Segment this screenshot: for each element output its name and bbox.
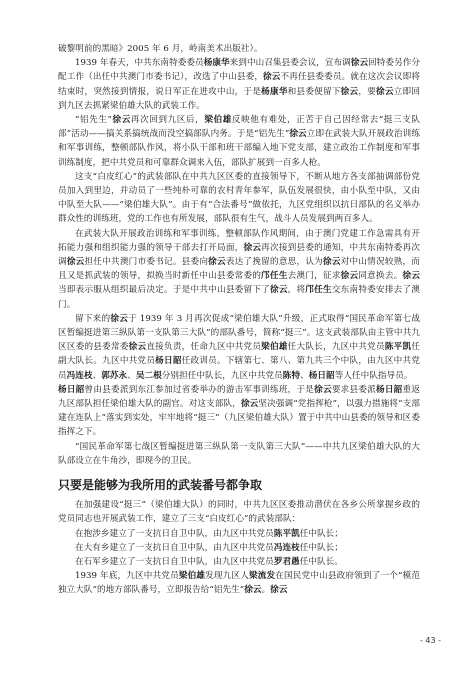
bold-name: 梁流发 <box>248 571 276 582</box>
text-run: 不再任县委委员。就在这次会议即将结束时，突然接到情报，说日军正在进攻中山，于是 <box>58 72 420 97</box>
bold-name: 徐云 <box>263 72 281 83</box>
text-run: 回特委另作分配工作（出任中共澳门市委书记），改选了中山县委， <box>58 58 421 83</box>
text-run: 同意换去。 <box>358 271 403 282</box>
text-run: 在石军乡建立了一支抗日自卫中队，由九区中共党员 <box>75 556 274 567</box>
text-run: “国民革命军第七战区暂编挺进第三纵队第一支队第三大队”——中共九区梁伯雄大队的大队部设立在牛角沙，即现今的卫民。 <box>58 441 420 466</box>
bold-name: 徐云 <box>376 86 394 97</box>
body-text <box>58 42 420 468</box>
bold-name: 杨日韶 <box>58 384 85 395</box>
bold-name: 徐云 <box>402 271 420 282</box>
text-run: 对中山情况较熟，而且又是抓武装的领导，拟换当时新任中山县委常委的 <box>58 257 420 282</box>
bold-name: 陈平凯 <box>384 342 412 353</box>
text-run: 要求县委派 <box>331 384 376 395</box>
text-run: 担任中共澳门市委书记。县委向 <box>84 257 209 268</box>
paragraph <box>58 527 420 541</box>
bold-name: 徐云 <box>110 313 129 324</box>
text-run: 直接负责，任命九区中共党员 <box>146 342 262 353</box>
text-run: 于 1939 年 3 月再次促成“梁伯雄大队”升级，正式取得“国民革命军第七战区暂编挺进第三纵队第一支队第三大队”的部队番号，简称“挺三”。这支武装部队由主管中共九区区委的县委常委 <box>58 313 420 353</box>
text-run: 这支“白皮红心”的武装部队在中共九区区委的直接领导下，不断从地方各支部抽调部份党员加入到里边，并动员了一些纯朴可靠的农村青年参军，队伍发展很快，由小队至中队，又由中队至大队——“梁伯雄大队”。由于有“合法番号”做依托，九区党组织以抗日部队的名义举办群众性的训练班，党的工作也有所发展，部队很有生气，战斗人员发展到两百多人。 <box>58 171 420 225</box>
paragraph <box>58 383 420 440</box>
text-run: 和县委便留下 <box>287 86 341 97</box>
paragraph <box>58 498 420 526</box>
section-body-text <box>58 498 420 597</box>
text-run: 1939 年底，九区中共党员 <box>75 571 179 582</box>
bold-name: 徐云 <box>270 285 288 296</box>
bold-name: 徐云 <box>240 399 259 410</box>
paragraph <box>58 42 420 56</box>
text-run: 重返九区部队担任梁伯雄大队的副官。对这支部队， <box>58 384 420 410</box>
text-run: 当即表示服从组织最后决定。于是中共中山县委留下了 <box>58 285 270 296</box>
bold-name: 梁伯雄 <box>204 115 232 126</box>
bold-name: 徐云 <box>111 115 131 126</box>
bold-name: 梁伯雄 <box>178 571 206 582</box>
text-run: 任副大队长。九区中共党员 <box>58 342 420 367</box>
text-run: 任大队长，九区中共党员 <box>287 342 385 353</box>
bold-name: 罗君愚 <box>273 556 300 567</box>
text-run: “铝先生” <box>75 115 112 126</box>
bold-name: 徐云 <box>244 585 262 596</box>
bold-name: 徐云 <box>340 86 359 97</box>
text-run: 在武装大队开展政治训练和军事训练，整顿部队作风期间，由于澳门党建工作急需具有开拓能力强和组织能力强的领导干部去打开局面， <box>58 228 420 253</box>
bold-name: 徐云 <box>350 58 369 69</box>
text-run: 任中队长； <box>299 542 343 553</box>
text-run: 在国民党中山县政府领到了一个“模范独立大队”的地方部队番号，立即报告给“铝先生” <box>58 571 420 596</box>
text-run: 发现九区人 <box>205 571 249 582</box>
section-heading: 只要是能够为我所用的武装番号都争取 <box>58 478 263 493</box>
text-run: 留下来的 <box>75 313 111 324</box>
text-run: 在加强建设“挺三”（梁伯雄大队）的同时，中共九区区委推动潜伏在各乡公所掌握乡政的党员同志也开展武装工作，建立了三支“白皮红心”的武装部队： <box>58 500 420 525</box>
bold-name: 冯连枝 <box>273 542 300 553</box>
paragraph <box>58 555 420 569</box>
text-run: 再次回到九区后， <box>130 115 205 126</box>
paragraph <box>58 113 420 170</box>
text-run: 立即在武装大队开展政治训练和军事训练，整顿部队作风，将小队干部和班干部编入地下党支部，建立政治工作制度和军事训练制度，把中共党员和可靠群众调来入伍，部队扩展到一百多人枪。 <box>58 129 420 168</box>
paragraph <box>58 312 420 383</box>
text-run: 、 <box>127 370 136 381</box>
text-run: 。 <box>261 585 271 596</box>
text-run: 立即回到九区去抓紧梁伯雄大队的武装工作。 <box>58 86 420 111</box>
text-run: 、 <box>92 370 102 381</box>
text-run: 任中队长； <box>299 528 343 539</box>
text-run: ，将 <box>287 285 306 296</box>
bold-name: 杨日韶 <box>376 384 403 395</box>
text-run: 在大有乡建立了一支抗日自卫中队，由九区中共党员 <box>75 542 274 553</box>
bold-name: 邝任生 <box>261 271 288 282</box>
text-run: 等人任中队指导员。 <box>334 370 413 381</box>
bold-name: 徐云 <box>66 257 85 268</box>
bold-name: 陈平凯 <box>273 528 300 539</box>
text-run: 1939 年春天，中共东南特委委员 <box>75 58 204 69</box>
bold-name: 徐云 <box>128 342 147 353</box>
bold-name: 徐云 <box>340 271 359 282</box>
document-page <box>58 42 420 598</box>
text-run: 表达了挽留的意思，认为 <box>225 257 324 268</box>
text-run: 分别担任中队长，九区中共党员 <box>161 370 283 381</box>
text-run: 任政训员。下辖第七、第八、第九共三个中队，由九区中共党员 <box>58 356 420 381</box>
bold-name: 徐云 <box>208 257 226 268</box>
text-run: ，要 <box>358 86 376 97</box>
bold-name: 徐云 <box>243 242 262 253</box>
bold-name: 邝任生 <box>305 285 332 296</box>
paragraph <box>58 541 420 555</box>
bold-name: 吴二根 <box>135 370 162 381</box>
paragraph <box>58 440 420 468</box>
bold-name: 杨康华 <box>203 58 230 69</box>
bold-name: 梁伯雄 <box>261 342 288 353</box>
paragraph <box>58 569 420 597</box>
paragraph <box>58 170 420 227</box>
page-number: - 43 - <box>420 636 442 645</box>
text-run: 反映他有难处，正苦于自己因经常去“挺三支队部”活动——搞关系搞统战而没空搞部队内务。于是“铝先生” <box>58 115 420 140</box>
paragraph <box>58 56 420 113</box>
text-run: 任中队长。 <box>299 556 343 567</box>
text-run: 破黎明前的黑暗》2005 年 6 月，岭南美术出版社）。 <box>58 44 263 54</box>
bold-name: 杨日韶 <box>308 370 335 381</box>
bold-name: 徐云 <box>270 585 288 596</box>
text-run: 再次接到县委的通知，中共东南特委再次调 <box>58 242 420 268</box>
bold-name: 杨日韶 <box>155 356 182 367</box>
text-run: 去澳门，征求 <box>287 271 341 282</box>
bold-name: 徐云 <box>323 257 341 268</box>
text-run: 来到中山召集县委会议，宣布调 <box>229 58 351 69</box>
bold-name: 徐云 <box>289 129 307 140</box>
bold-name: 郭苏永 <box>101 370 128 381</box>
text-run: 、 <box>300 370 309 381</box>
bold-name: 冯连枝 <box>66 370 93 381</box>
bold-name: 徐云 <box>314 384 332 395</box>
bold-name: 杨康华 <box>261 86 288 97</box>
text-run: 曾由县委派到东江参加过省委举办的游击军事训练班，于是 <box>84 384 315 395</box>
paragraph <box>58 227 420 312</box>
text-run: 在抱涉乡建立了一支抗日自卫中队，由九区中共党员 <box>75 528 274 539</box>
text-run: 交东南特委安排去了澳门。 <box>58 285 420 310</box>
text-run: 坚决强调“党指挥枪”，以强力措施将“支部建在连队上”落实到实处，牢牢地将“挺三”（九区梁伯雄大队）置于中共中山县委的领导和区委指挥之下。 <box>58 399 420 438</box>
bold-name: 陈特 <box>282 370 301 381</box>
